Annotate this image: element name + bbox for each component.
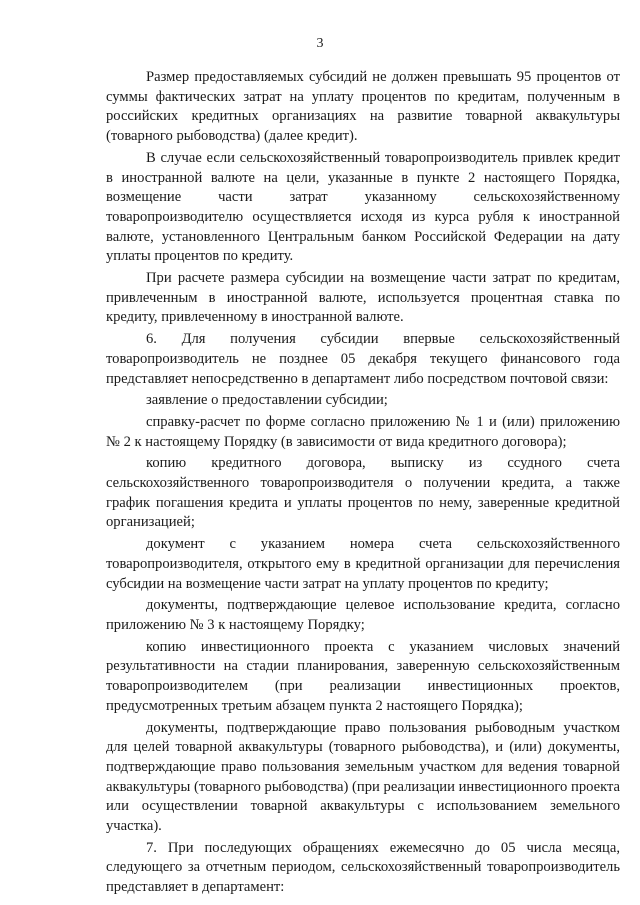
paragraph-foreign-currency-loan: В случае если сельскохозяйственный товаропроизводитель привлек кредит в иностранной валюте на цели, указанные в пункте 2 настоящего Порядка, возмещение части затрат указанному сельскохозяйственному товаропроизводителю осуществляется исходя из курса рубля к иностранной валюте, установленного Центральным банком Российской Федерации на дату уплаты процентов по кредиту. — [106, 149, 620, 265]
document-body — [106, 68, 620, 898]
list-item-target-use: документы, подтверждающие целевое использование кредита, согласно приложению № 3 к настоящему Порядку; — [106, 597, 620, 633]
list-item-calculation: справку-расчет по форме согласно приложению № 1 и (или) приложению № 2 к настоящему Порядку (в зависимости от вида кредитного договора); — [106, 413, 620, 450]
paragraph-subsidy-limit: Размер предоставляемых субсидий не должен превышать 95 процентов от суммы фактических затрат на уплату процентов по кредитам, полученным в российских кредитных организациях на развитие товарной аквакультуры (товарного рыбоводства) (далее кредит). — [106, 69, 620, 145]
list-item-application: заявление о предоставлении субсидии; — [146, 392, 388, 409]
list-item-loan-agreement: копию кредитного договора, выписку из ссудного счета сельскохозяйственного товаропроизводителя о получении кредита, а также график погашения кредита и уплаты процентов по нему, заверенные кредитной организацией; — [106, 455, 620, 531]
page-number: 3 — [316, 36, 324, 51]
list-item-account-number: документ с указанием номера счета сельскохозяйственного товаропроизводителя, открытого ему в кредитной организации для перечисления субсидии на возмещение части затрат на уплату процентов по кредиту; — [106, 536, 620, 592]
list-item-land-rights: документы, подтверждающие право пользования рыбоводным участком для целей товарной аквакультуры (товарного рыбоводства), и (или) документы, подтверждающие право пользования земельным участком для ведения товарной аквакультуры (товарного рыбоводства) (при реализации инвестиционного проекта или осуществлении товарной аквакультуры с использованием земельного участка). — [106, 719, 620, 835]
paragraph-item-7: 7. При последующих обращениях ежемесячно до 05 числа месяца, следующего за отчетным периодом, сельскохозяйственный товаропроизводитель представляет в департамент: — [106, 839, 620, 896]
paragraph-interest-rate: При расчете размера субсидии на возмещение части затрат по кредитам, привлеченным в иностранной валюте, используется процентная ставка по кредиту, привлеченному в иностранной валюте. — [106, 270, 620, 326]
paragraph-item-6: 6. Для получения субсидии впервые сельскохозяйственный товаропроизводитель не позднее 05 декабря текущего финансового года представляет непосредственно в департамент либо посредством почтовой связи: — [106, 331, 620, 387]
list-item-investment-project: копию инвестиционного проекта с указанием числовых значений результативности на стадии планирования, заверенную сельскохозяйственным товаропроизводителем (при реализации инвестиционных проектов, предусмотренных третьим абзацем пункта 2 настоящего Порядка); — [106, 638, 620, 714]
